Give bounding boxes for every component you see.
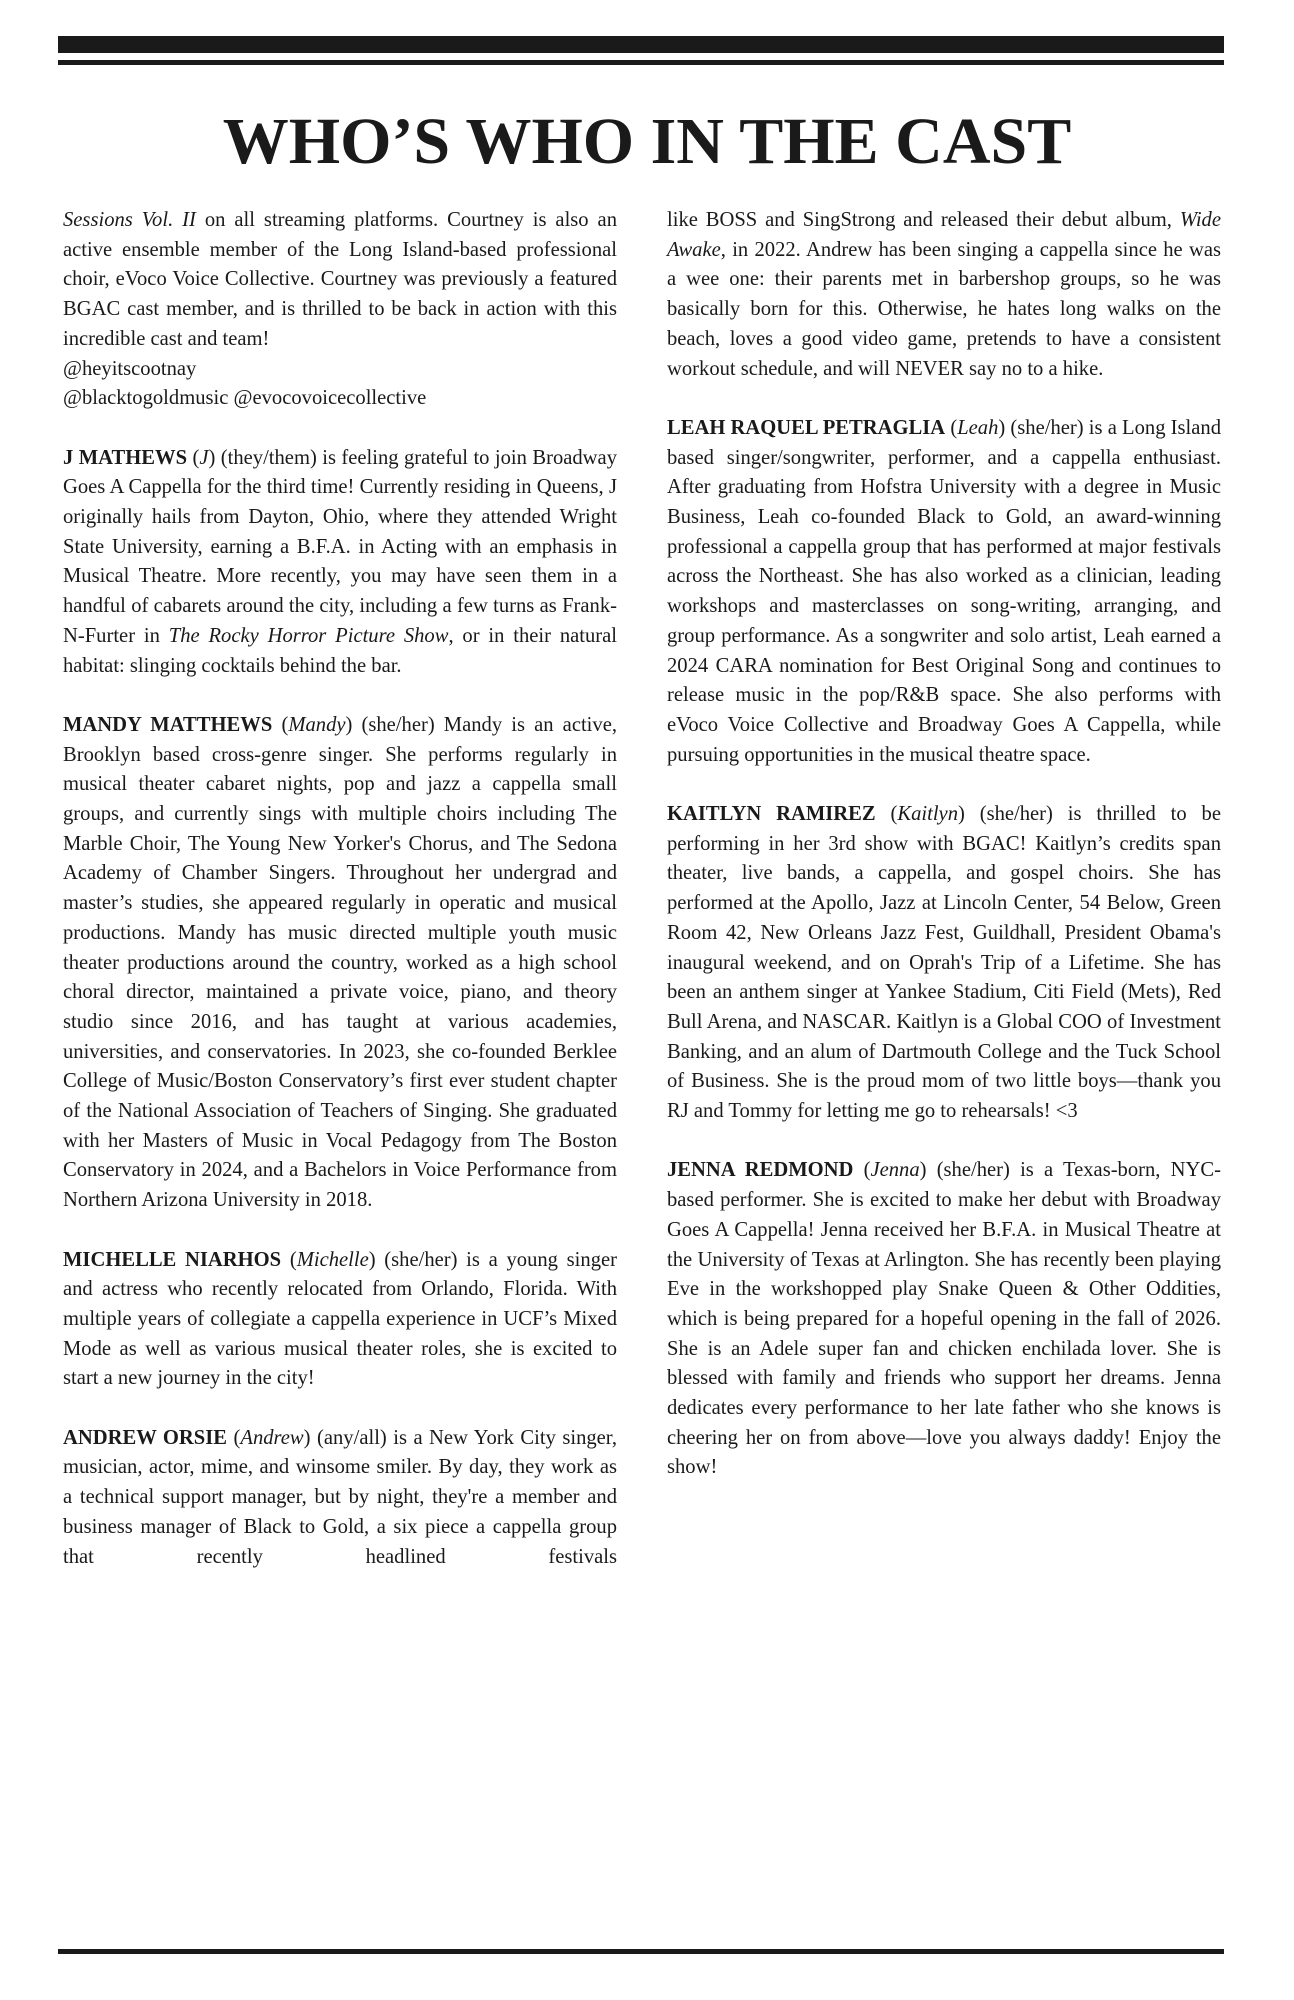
bio-leah-petraglia bbox=[667, 414, 1221, 770]
bio-text: , or in their natural habitat: slinging cocktails behind the bar. bbox=[63, 624, 617, 677]
role-open: ( bbox=[187, 446, 200, 469]
bio-text: (she/her) is thrilled to be performing in her 3rd show with BGAC! Kaitlyn’s credits span theater, live bands, a cappella, and gospel choirs. She has performed at the Apollo, Jazz at Lincoln Center, 54 Below, Green Room 42, New Orleans Jazz Fest, Guildhall, President Obama's inaugural weekend, and on Oprah's Trip of a Lifetime. She has been an anthem singer at Yankee Stadium, Citi Field (Mets), Red Bull Arena, and NASCAR. Kaitlyn is a Global COO of Investment Banking, and an alum of Dartmouth College and the Tuck School of Business. She is the proud mom of two little boys—thank you RJ and Tommy for letting me go to rehearsals! <3 bbox=[667, 803, 1221, 1123]
role-open: ( bbox=[853, 1159, 871, 1182]
left-column bbox=[63, 206, 617, 1602]
role-open: ( bbox=[227, 1426, 241, 1449]
show-title: The Rocky Horror Picture Show bbox=[168, 624, 449, 647]
role-open: ( bbox=[875, 803, 898, 826]
bio-jenna-redmond bbox=[667, 1156, 1221, 1483]
bio-text: like BOSS and SingStrong and released their debut album, bbox=[667, 209, 1180, 231]
cast-name: MANDY MATTHEWS bbox=[63, 713, 273, 736]
right-column bbox=[667, 206, 1221, 1513]
bio-text: on all streaming platforms. Courtney is also an active ensemble member of the Long Island-based professional choir, eVoco Voice Collective. Courtney was previously a featured BGAC cast member, and is thrilled to be back in action with this incredible cast and team! bbox=[63, 209, 617, 350]
cast-name: ANDREW ORSIE bbox=[63, 1426, 228, 1449]
bio-mandy-matthews bbox=[63, 711, 617, 1216]
bottom-rule bbox=[58, 1949, 1224, 1954]
role-name: Michelle bbox=[296, 1248, 369, 1271]
cast-name: JENNA REDMOND bbox=[667, 1159, 854, 1182]
top-rule-thick bbox=[58, 36, 1224, 53]
cast-name: LEAH RAQUEL PETRAGLIA bbox=[667, 416, 946, 439]
bio-text: (she/her) is a Texas-born, NYC-based performer. She is excited to make her debut with Broadway Goes A Cappella! Jenna received her B.F.A. in Musical Theatre at the University of Texas at Arlington. She has recently been playing Eve in the workshopped play Snake Queen & Other Oddities, which is being prepared for a hopeful opening in the fall of 2026. She is an Adele super fan and chicken enchilada lover. She is blessed with family and friends who support her dreams. Jenna dedicates every performance to her late father who she knows is cheering her on from above—love you always daddy! Enjoy the show! bbox=[667, 1159, 1221, 1479]
bio-text: (she/her) is a young singer and actress who recently relocated from Orlando, Florida. With multiple years of collegiate a cappella experience in UCF’s Mixed Mode as well as various musical theater roles, she is excited to start a new journey in the city! bbox=[63, 1248, 617, 1390]
role-open: ( bbox=[272, 713, 289, 736]
page-title: WHO’S WHO IN THE CAST bbox=[222, 105, 1072, 178]
role-close: ) bbox=[208, 446, 221, 469]
role-close: ) bbox=[303, 1426, 318, 1449]
bio-andrew-continued bbox=[667, 206, 1221, 384]
bio-michelle-niarhos bbox=[63, 1246, 617, 1395]
role-name: Mandy bbox=[288, 713, 346, 736]
role-close: ) bbox=[998, 416, 1011, 439]
role-name: Kaitlyn bbox=[897, 803, 958, 826]
top-rule-thin bbox=[58, 60, 1224, 65]
role-close: ) bbox=[919, 1159, 937, 1182]
role-close: ) bbox=[345, 713, 362, 736]
cast-name: J MATHEWS bbox=[63, 446, 188, 469]
bio-kaitlyn-ramirez bbox=[667, 800, 1221, 1127]
cast-name: MICHELLE NIARHOS bbox=[63, 1248, 282, 1271]
social-handle: @heyitscootnay bbox=[63, 357, 197, 380]
bio-text: (any/all) is a New York City singer, musician, actor, mime, and winsome smiler. By day, they work as a technical support manager, but by night, they're a member and business manager of Black to Gold, a six piece a cappella group that recently headlined festivals bbox=[63, 1426, 617, 1568]
role-close: ) bbox=[368, 1248, 385, 1271]
role-open: ( bbox=[945, 416, 958, 439]
bio-text: (she/her) is a Long Island based singer/songwriter, performer, and a cappella enthusiast. After graduating from Hofstra University with a degree in Music Business, Leah co-founded Black to Gold, an award-winning professional a cappella group that has performed at major festivals across the Northeast. She has also worked as a clinician, leading workshops and masterclasses on song-writing, arranging, and group performance. As a songwriter and solo artist, Leah earned a 2024 CARA nomination for Best Original Song and continues to release music in the pop/R&B space. She also performs with eVoco Voice Collective and Broadway Goes A Cappella, while pursuing opportunities in the musical theatre space. bbox=[667, 416, 1221, 766]
cast-name: KAITLYN RAMIREZ bbox=[667, 803, 876, 826]
bio-text: (she/her) Mandy is an active, Brooklyn based cross-genre singer. She performs regularly in musical theater cabaret nights, pop and jazz a cappella small groups, and currently sings with multiple choirs including The Marble Choir, The Young New Yorker's Chorus, and The Sedona Academy of Chamber Singers. Throughout her undergrad and master’s studies, she appeared regularly in operatic and musical productions. Mandy has music directed multiple youth music theater productions around the country, worked as a high school choral director, maintained a private voice, piano, and theory studio since 2016, and has taught at various academies, universities, and conservatories. In 2023, she co-founded Berklee College of Music/Boston Conservatory’s first ever student chapter of the National Association of Teachers of Singing. She graduated with her Masters of Music in Vocal Pedagogy from The Boston Conservatory in 2024, and a Bachelors in Voice Performance from Northern Arizona University in 2018. bbox=[63, 713, 617, 1212]
bio-andrew-orsie bbox=[63, 1424, 617, 1573]
role-name: J bbox=[199, 446, 209, 469]
social-handles: @blacktogoldmusic @evocovoicecollective bbox=[63, 387, 427, 410]
role-name: Leah bbox=[957, 416, 999, 439]
bio-text: (they/them) is feeling grateful to join Broadway Goes A Cappella for the third time! Currently residing in Queens, J originally hails from Dayton, Ohio, where they attended Wright State University, earning a B.F.A. in Acting with an emphasis in Musical Theatre. More recently, you may have seen them in a handful of cabarets around the city, including a few turns as Frank-N-Furter in bbox=[63, 446, 617, 647]
role-name: Jenna bbox=[870, 1159, 920, 1182]
bio-j-mathews bbox=[63, 444, 617, 682]
role-name: Andrew bbox=[240, 1426, 304, 1449]
bio-text: , in 2022. Andrew has been singing a cappella since he was a wee one: their parents met in barbershop groups, so he was basically born for this. Otherwise, he hates long walks on the beach, loves a good video game, pretends to have a consistent workout schedule, and will NEVER say no to a hike. bbox=[667, 238, 1221, 380]
role-close: ) bbox=[958, 803, 980, 826]
album-title: Sessions Vol. II bbox=[63, 209, 196, 231]
bio-courtney-continued bbox=[63, 206, 617, 414]
role-open: ( bbox=[281, 1248, 297, 1271]
album-title: Wide Awake bbox=[667, 209, 1221, 261]
